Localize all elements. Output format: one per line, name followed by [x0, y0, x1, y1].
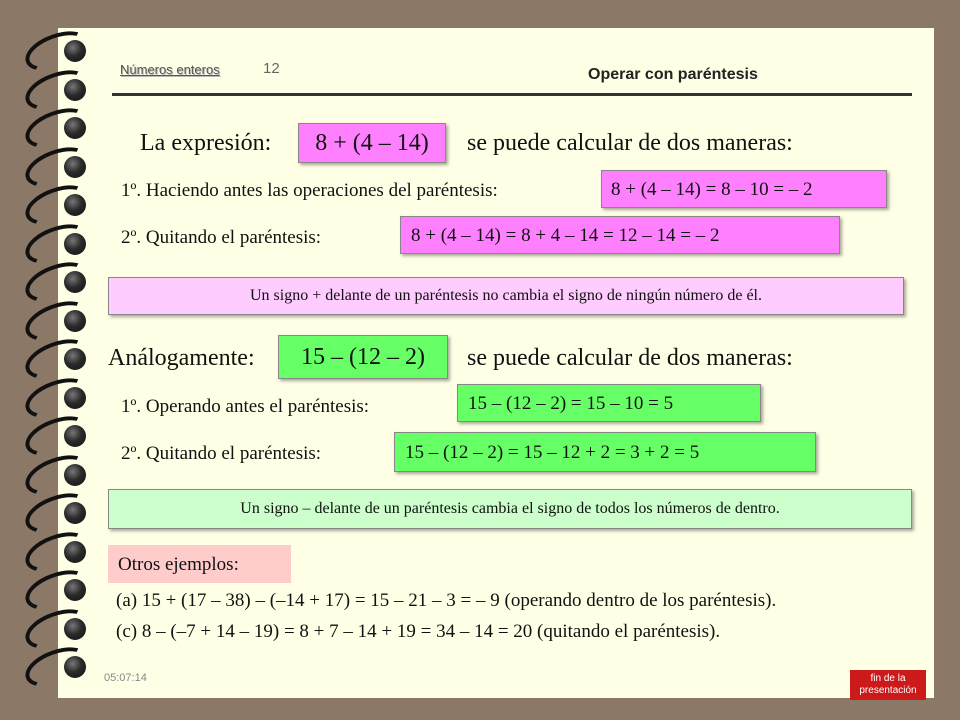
- example-a: (a) 15 + (17 – 38) – (–14 + 17) = 15 – 21 – 3 = – 9 (operando dentro de los paréntesis).: [116, 590, 777, 611]
- examples-label: Otros ejemplos:: [108, 545, 291, 583]
- binding-hole: [64, 233, 86, 255]
- method2-label-2: 2º. Quitando el paréntesis:: [121, 443, 322, 464]
- spiral-ring: [14, 646, 84, 684]
- binding-hole: [64, 117, 86, 139]
- binding-hole: [64, 310, 86, 332]
- spiral-ring: [14, 69, 84, 107]
- binding-hole: [64, 40, 86, 62]
- method1-label-1: 1º. Haciendo antes las operaciones del paréntesis:: [121, 180, 498, 201]
- binding-hole: [64, 541, 86, 563]
- method1-result-box-2: 15 – (12 – 2) = 15 – 10 = 5: [457, 384, 761, 422]
- spiral-ring: [14, 261, 84, 299]
- spiral-ring: [14, 415, 84, 453]
- spiral-ring: [14, 300, 84, 338]
- example-c: (c) 8 – (–7 + 14 – 19) = 8 + 7 – 14 + 19 = 34 – 14 = 20 (quitando el paréntesis).: [116, 621, 721, 642]
- binding-hole: [64, 271, 86, 293]
- section-title: Operar con paréntesis: [588, 66, 758, 83]
- rule-box-minus: Un signo – delante de un paréntesis cambia el signo de todos los números de dentro.: [108, 489, 912, 529]
- expression-box-2: 15 – (12 – 2): [278, 335, 448, 379]
- intro-label-2: Análogamente:: [108, 345, 255, 371]
- spiral-ring: [14, 338, 84, 376]
- spiral-ring: [14, 492, 84, 530]
- binding-hole: [64, 618, 86, 640]
- method2-result-box-1: 8 + (4 – 14) = 8 + 4 – 14 = 12 – 14 = – 2: [400, 216, 840, 254]
- intro-suffix-1: se puede calcular de dos maneras:: [467, 130, 793, 156]
- binding-hole: [64, 579, 86, 601]
- method1-label-2: 1º. Operando antes el paréntesis:: [121, 396, 370, 417]
- binding-hole: [64, 425, 86, 447]
- binding-hole: [64, 464, 86, 486]
- date-stamp: 05:07:14: [104, 672, 147, 684]
- page-number: 12: [263, 60, 280, 77]
- spiral-ring: [14, 146, 84, 184]
- spiral-ring: [14, 30, 84, 68]
- binding-hole: [64, 194, 86, 216]
- binding-hole: [64, 79, 86, 101]
- end-presentation-button[interactable]: [850, 670, 926, 700]
- spiral-ring: [14, 531, 84, 569]
- binding-hole: [64, 348, 86, 370]
- binding-hole: [64, 156, 86, 178]
- binding-hole: [64, 502, 86, 524]
- spiral-ring: [14, 569, 84, 607]
- spiral-ring: [14, 107, 84, 145]
- end-line-1: fin de la: [870, 673, 906, 684]
- header-divider: [112, 93, 912, 96]
- method1-result-box-1: 8 + (4 – 14) = 8 – 10 = – 2: [601, 170, 887, 208]
- rule-box-plus: Un signo + delante de un paréntesis no cambia el signo de ningún número de él.: [108, 277, 904, 315]
- binding-hole: [64, 656, 86, 678]
- spiral-ring: [14, 377, 84, 415]
- spiral-ring: [14, 608, 84, 646]
- intro-suffix-2: se puede calcular de dos maneras:: [467, 345, 793, 371]
- method2-label-1: 2º. Quitando el paréntesis:: [121, 227, 322, 248]
- binding-hole: [64, 387, 86, 409]
- expression-box-1: 8 + (4 – 14): [298, 123, 446, 163]
- method2-result-box-2: 15 – (12 – 2) = 15 – 12 + 2 = 3 + 2 = 5: [394, 432, 816, 472]
- nav-link-numeros-enteros[interactable]: Números enteros: [120, 62, 220, 77]
- intro-label-1: La expresión:: [140, 130, 272, 156]
- spiral-ring: [14, 223, 84, 261]
- spiral-ring: [14, 454, 84, 492]
- end-line-2: presentación: [859, 685, 917, 696]
- spiral-ring: [14, 184, 84, 222]
